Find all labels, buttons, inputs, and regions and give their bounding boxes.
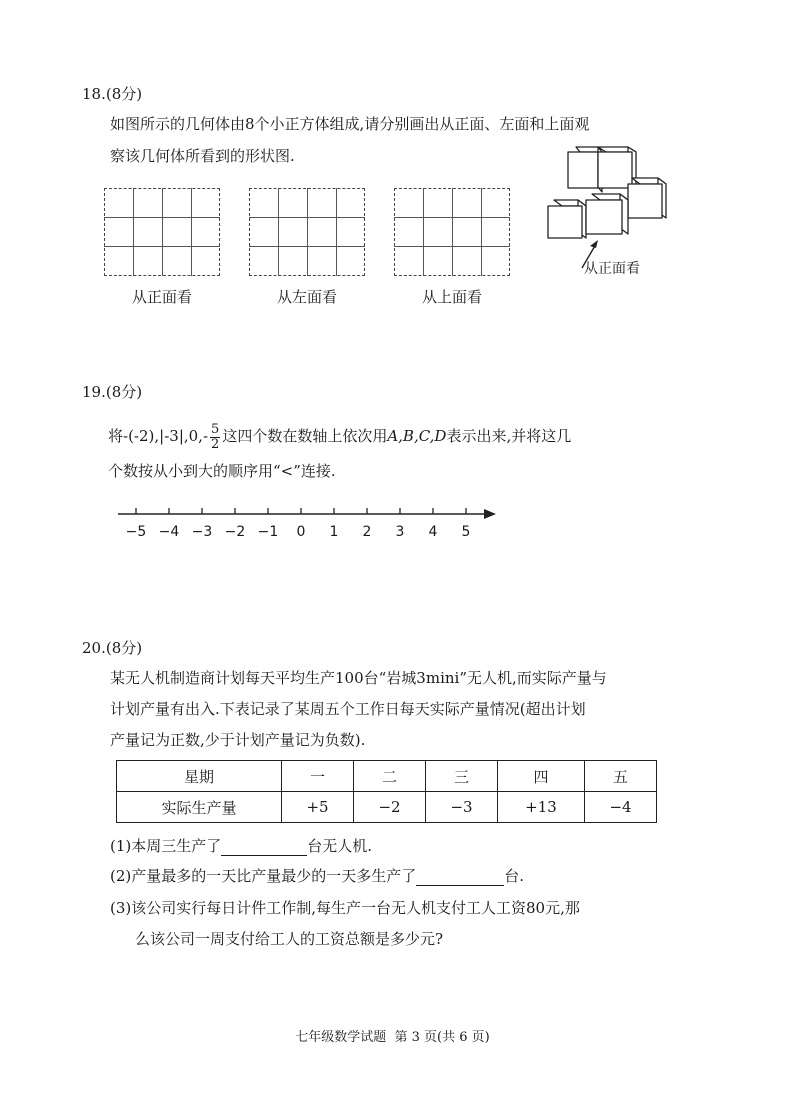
number-line-tick-label: −5 — [125, 524, 147, 540]
q20-sub2-text: (2)产量最多的一天比产量最少的一天多生产了 — [110, 867, 417, 885]
table-cell: −3 — [426, 792, 498, 823]
number-line-tick-label: 0 — [296, 524, 306, 540]
number-line-tick-label: −1 — [257, 524, 279, 540]
number-line-tick-label: 4 — [428, 524, 438, 540]
q19-text-mid: 这四个数在数轴上依次用 — [222, 427, 388, 445]
table-cell: 四 — [498, 761, 585, 792]
answer-blank-2[interactable] — [416, 869, 504, 886]
page-footer: 七年级数学试题 第 3 页(共 6 页) — [295, 1030, 490, 1045]
q20-text-line2: 计划产量有出入.下表记录了某周五个工作日每天实际产量情况(超出计划 — [110, 700, 586, 718]
number-line-tick-label: −2 — [224, 524, 246, 540]
table-cell: +13 — [498, 792, 585, 823]
arrow-head-icon — [590, 240, 598, 248]
number-line-tick-label: −4 — [158, 524, 180, 540]
table-cell: 星期 — [117, 761, 282, 792]
q20-sub1-suffix: 台无人机. — [307, 837, 373, 855]
table-cell: −4 — [585, 792, 657, 823]
q18-text-line1: 如图所示的几何体由8个小正方体组成,请分别画出从正面、左面和上面观 — [110, 115, 590, 133]
top-view-label: 从上面看 — [421, 288, 482, 306]
front-view-label: 从正面看 — [131, 288, 192, 306]
q18-header: 18.(8分) — [82, 85, 143, 103]
front-view-grid — [104, 188, 220, 276]
q19-letters: A,B,C,D — [387, 427, 447, 445]
number-line-tick-label: 2 — [362, 524, 372, 540]
table-cell: 二 — [354, 761, 426, 792]
table-cell: 三 — [426, 761, 498, 792]
q20-header: 20.(8分) — [82, 639, 143, 657]
cube-front-middle — [586, 194, 628, 234]
q20-text-line3: 产量记为正数,少于计划产量记为负数). — [110, 731, 366, 749]
number-line — [110, 500, 500, 545]
cube-front-left — [548, 200, 586, 238]
q19-text-suffix: 表示出来,并将这几 — [446, 427, 572, 445]
q20-sub3-line2: 么该公司一周支付给工人的工资总额是多少元? — [135, 930, 444, 948]
table-cell: 实际生产量 — [117, 792, 282, 823]
number-line-arrow-icon — [484, 509, 496, 519]
table-header-row — [117, 761, 657, 792]
q19-header: 19.(8分) — [82, 383, 143, 401]
q19-numbers: 将-(-2),|-3|,0,- — [108, 427, 209, 445]
table-cell: +5 — [282, 792, 354, 823]
table-row — [117, 792, 657, 823]
fraction-denominator: 2 — [211, 436, 220, 452]
table-cell: 一 — [282, 761, 354, 792]
q19-text-line1 — [108, 421, 571, 452]
top-view-grid — [394, 188, 510, 276]
number-line-tick-label: 3 — [395, 524, 405, 540]
q20-sub2 — [110, 866, 524, 886]
cube-top-left — [568, 147, 602, 192]
q20-text-line1: 某无人机制造商计划每天平均生产100台“岩城3mini”无人机,而实际产量与 — [110, 669, 607, 687]
left-view-grid — [249, 188, 365, 276]
left-view-label: 从左面看 — [276, 288, 337, 306]
cube-right — [628, 178, 666, 218]
q20-sub1 — [110, 836, 372, 856]
table-cell: 五 — [585, 761, 657, 792]
number-line-tick-label: 1 — [329, 524, 339, 540]
table-cell: −2 — [354, 792, 426, 823]
q20-sub1-text: (1)本周三生产了 — [110, 837, 222, 855]
fraction — [210, 423, 220, 452]
answer-blank-1[interactable] — [221, 839, 307, 856]
fraction-numerator: 5 — [211, 421, 220, 437]
q19-text-line2: 个数按从小到大的顺序用“<”连接. — [108, 462, 336, 480]
number-line-tick-label: −3 — [191, 524, 213, 540]
q20-sub3-line1: (3)该公司实行每日计件工作制,每生产一台无人机支付工人工资80元,那 — [110, 899, 580, 917]
production-table — [116, 760, 657, 823]
cube-arrow-label: 从正面看 — [584, 261, 640, 277]
number-line-tick-label: 5 — [461, 524, 471, 540]
q20-sub2-suffix: 台. — [504, 867, 525, 885]
q18-text-line2: 察该几何体所看到的形状图. — [110, 147, 295, 165]
